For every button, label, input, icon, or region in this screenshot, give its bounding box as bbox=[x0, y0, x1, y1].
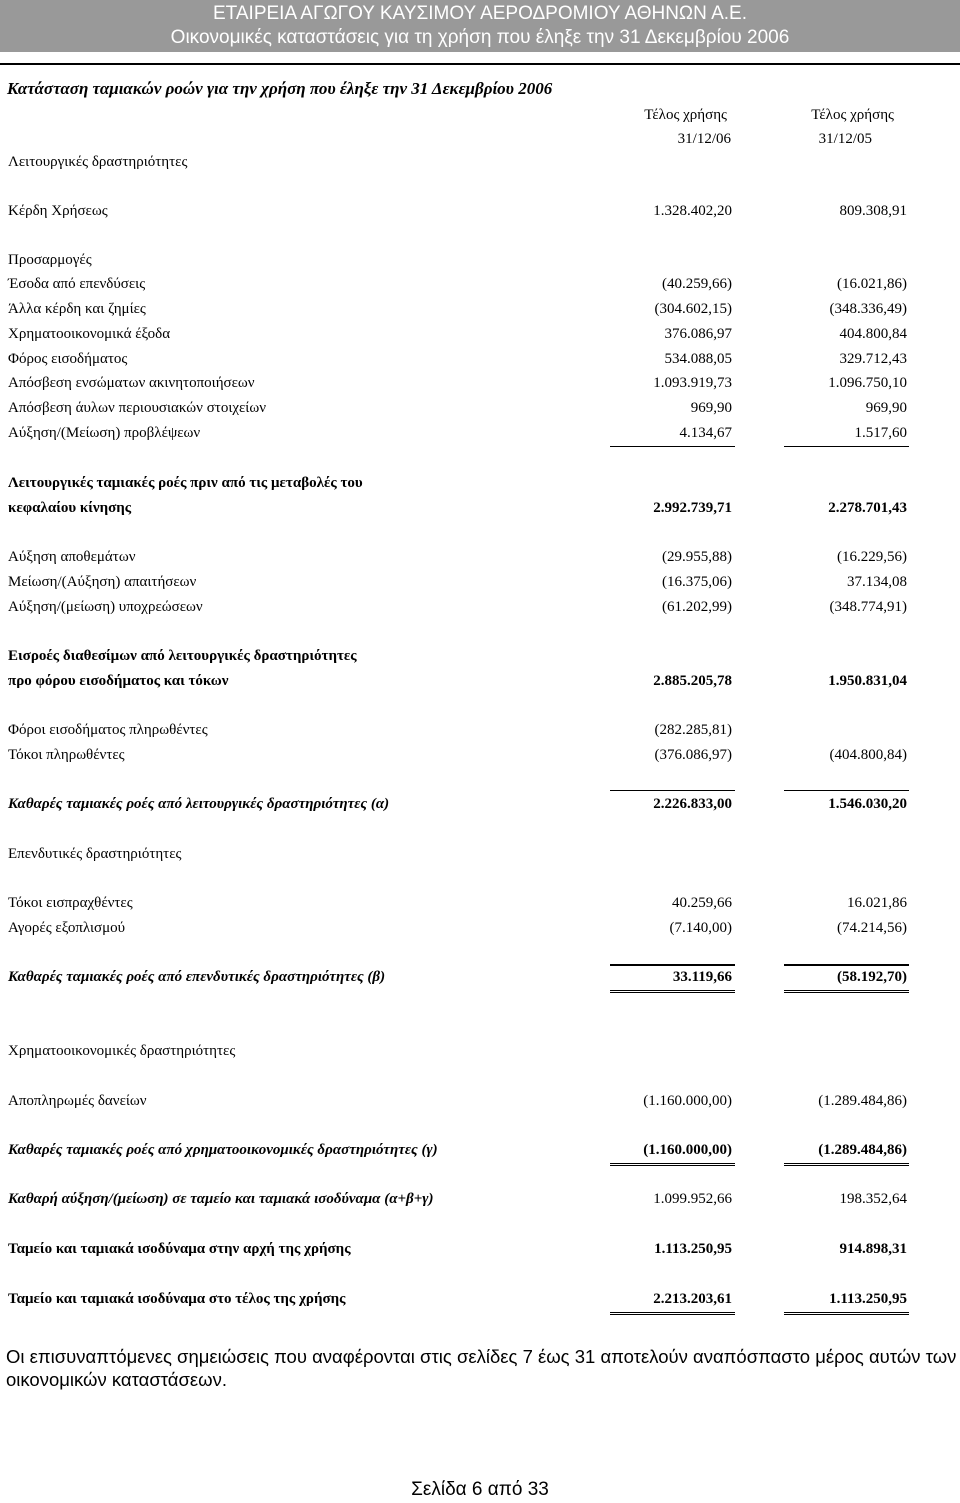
row-value-2005: 1.950.831,04 bbox=[828, 673, 907, 689]
row-value-2005: (348.336,49) bbox=[829, 301, 907, 317]
statement-row bbox=[0, 920, 960, 944]
row-label: Ταμείο και ταμιακά ισοδύναμα στην αρχή της χρήσης bbox=[8, 1241, 351, 1257]
row-label: Τόκοι πληρωθέντες bbox=[8, 747, 125, 763]
row-value-2006: (16.375,06) bbox=[662, 574, 732, 590]
row-label: Καθαρές ταμιακές ροές από λειτουργικές δραστηριότητες (α) bbox=[8, 796, 390, 812]
row-value-2006: 2.885.205,78 bbox=[653, 673, 732, 689]
footnote: Οι επισυναπτόμενες σημειώσεις που αναφέρονται στις σελίδες 7 έως 31 αποτελούν αναπόσπαστο μέρος αυτών των οικονομικών καταστάσεων. bbox=[6, 1346, 957, 1390]
statement-row bbox=[0, 599, 960, 623]
page-number: Σελίδα 6 από 33 bbox=[411, 1479, 549, 1500]
row-label: προ φόρου εισοδήματος και τόκων bbox=[8, 673, 229, 689]
row-value-2006: 33.119,66 bbox=[672, 969, 732, 985]
row-label: Κέρδη Χρήσεως bbox=[8, 203, 108, 219]
row-label: Καθαρές ταμιακές ροές από επενδυτικές δραστηριότητες (β) bbox=[8, 969, 386, 985]
double-rule bbox=[784, 1163, 909, 1166]
row-label: Επενδυτικές δραστηριότητες bbox=[8, 846, 182, 862]
statement-row bbox=[0, 301, 960, 325]
total-rule bbox=[784, 964, 909, 966]
row-label: κεφαλαίου κίνησης bbox=[8, 500, 132, 516]
row-value-2005: 969,90 bbox=[865, 400, 907, 416]
row-value-2006: 4.134,67 bbox=[679, 425, 732, 441]
row-label: Τόκοι εισπραχθέντες bbox=[8, 895, 133, 911]
statement-row bbox=[0, 648, 960, 672]
row-label: Καθαρή αύξηση/(μείωση) σε ταμείο και ταμιακά ισοδύναμα (α+β+γ) bbox=[8, 1191, 434, 1207]
statement-row bbox=[0, 1241, 960, 1265]
statement-row bbox=[0, 500, 960, 524]
statement-title: Κατάσταση ταμιακών ροών για την χρήση που έληξε την 31 Δεκεμβρίου 2006 bbox=[7, 79, 553, 98]
row-value-2006: 1.099.952,66 bbox=[653, 1191, 732, 1207]
statement-row bbox=[0, 574, 960, 598]
row-label: Λειτουργικές δραστηριότητες bbox=[8, 154, 188, 170]
row-label: Φόρος εισοδήματος bbox=[8, 351, 128, 367]
row-label: Εισροές διαθεσίμων από λειτουργικές δραστηριότητες bbox=[8, 648, 357, 664]
row-value-2005: 1.517,60 bbox=[854, 425, 907, 441]
row-label: Προσαρμογές bbox=[8, 252, 92, 268]
row-label: Αύξηση/(μείωση) υποχρεώσεων bbox=[8, 599, 203, 615]
row-value-2005: (16.229,56) bbox=[837, 549, 907, 565]
row-value-2006: (7.140,00) bbox=[669, 920, 732, 936]
col2-label: Τέλος χρήσης bbox=[811, 107, 894, 123]
row-value-2005: (1.289.484,86) bbox=[818, 1093, 907, 1109]
row-value-2005: (58.192,70) bbox=[837, 969, 907, 985]
row-label: Αποπληρωμές δανείων bbox=[8, 1093, 147, 1109]
row-value-2005: (404.800,84) bbox=[829, 747, 907, 763]
row-label: Αγορές εξοπλισμού bbox=[8, 920, 126, 936]
col1-date: 31/12/06 bbox=[677, 131, 731, 147]
row-value-2005: 329.712,43 bbox=[839, 351, 907, 367]
row-value-2006: 1.113.250,95 bbox=[654, 1241, 732, 1257]
row-value-2006: 2.213.203,61 bbox=[653, 1291, 732, 1307]
statement-row bbox=[0, 722, 960, 746]
row-label: Αύξηση αποθεμάτων bbox=[8, 549, 136, 565]
row-value-2006: (1.160.000,00) bbox=[643, 1142, 732, 1158]
row-value-2006: (304.602,15) bbox=[654, 301, 732, 317]
statement-row bbox=[0, 673, 960, 697]
row-value-2006: (1.160.000,00) bbox=[643, 1093, 732, 1109]
row-value-2006: 534.088,05 bbox=[664, 351, 732, 367]
statement-row bbox=[0, 895, 960, 919]
statement-row bbox=[0, 1043, 960, 1067]
col2-date: 31/12/05 bbox=[818, 131, 872, 147]
row-label: Χρηματοοικονομικές δραστηριότητες bbox=[8, 1043, 236, 1059]
row-value-2006: (282.285,81) bbox=[654, 722, 732, 738]
row-label: Απόσβεση άυλων περιουσιακών στοιχείων bbox=[8, 400, 266, 416]
double-rule bbox=[610, 990, 735, 993]
statement-row bbox=[0, 351, 960, 375]
row-label: Χρηματοοικονομικά έξοδα bbox=[8, 326, 171, 342]
row-value-2005: 404.800,84 bbox=[839, 326, 907, 342]
row-value-2006: (61.202,99) bbox=[662, 599, 732, 615]
statement-row bbox=[0, 400, 960, 424]
row-value-2005: 914.898,31 bbox=[839, 1241, 907, 1257]
row-value-2005: 1.546.030,20 bbox=[828, 796, 907, 812]
statement-row bbox=[0, 475, 960, 499]
row-value-2005: (16.021,86) bbox=[837, 276, 907, 292]
row-value-2005: (348.774,91) bbox=[829, 599, 907, 615]
subtotal-rule bbox=[610, 446, 735, 447]
row-value-2006: 1.328.402,20 bbox=[653, 203, 732, 219]
row-value-2006: 969,90 bbox=[690, 400, 732, 416]
row-value-2005: 2.278.701,43 bbox=[828, 500, 907, 516]
row-value-2005: 1.113.250,95 bbox=[829, 1291, 907, 1307]
row-value-2006: (29.955,88) bbox=[662, 549, 732, 565]
row-label: Καθαρές ταμιακές ροές από χρηματοοικονομικές δραστηριότητες (γ) bbox=[8, 1142, 438, 1158]
company-name: ΕΤΑΙΡΕΙΑ ΑΓΩΓΟΥ ΚΑΥΣΙΜΟΥ ΑΕΡΟΔΡΟΜΙΟΥ ΑΘΗΝΩΝ Α.Ε. bbox=[213, 3, 747, 24]
double-rule bbox=[610, 1163, 735, 1166]
document-header bbox=[0, 0, 960, 52]
row-value-2006: 2.226.833,00 bbox=[653, 796, 732, 812]
statement-row bbox=[0, 252, 960, 276]
row-value-2005: 37.134,08 bbox=[847, 574, 907, 590]
statement-row bbox=[0, 846, 960, 870]
statement-row bbox=[0, 203, 960, 227]
header-divider bbox=[0, 63, 960, 65]
statement-row bbox=[0, 326, 960, 350]
statement-row bbox=[0, 1191, 960, 1215]
row-value-2006: 2.992.739,71 bbox=[653, 500, 732, 516]
row-value-2006: 1.093.919,73 bbox=[653, 375, 732, 391]
row-value-2005: 1.096.750,10 bbox=[828, 375, 907, 391]
row-label: Λειτουργικές ταμιακές ροές πριν από τις μεταβολές του bbox=[8, 475, 363, 491]
statement-row bbox=[0, 1093, 960, 1117]
col1-label: Τέλος χρήσης bbox=[644, 107, 727, 123]
row-value-2005: (1.289.484,86) bbox=[818, 1142, 907, 1158]
row-value-2006: (376.086,97) bbox=[654, 747, 732, 763]
double-rule bbox=[610, 1312, 735, 1315]
statement-row bbox=[0, 276, 960, 300]
row-label: Άλλα κέρδη και ζημίες bbox=[8, 301, 146, 317]
row-label: Απόσβεση ενσώματων ακινητοποιήσεων bbox=[8, 375, 255, 391]
row-value-2005: 16.021,86 bbox=[847, 895, 907, 911]
total-rule bbox=[610, 964, 735, 966]
total-rule bbox=[610, 790, 735, 791]
subtotal-rule bbox=[784, 446, 909, 447]
row-label: Αύξηση/(Μείωση) προβλέψεων bbox=[8, 425, 201, 441]
statement-row bbox=[0, 747, 960, 771]
row-value-2006: (40.259,66) bbox=[662, 276, 732, 292]
row-value-2006: 40.259,66 bbox=[672, 895, 732, 911]
double-rule bbox=[784, 990, 909, 993]
statement-row bbox=[0, 549, 960, 573]
row-value-2005: (74.214,56) bbox=[837, 920, 907, 936]
row-label: Έσοδα από επενδύσεις bbox=[8, 276, 146, 292]
document-subtitle: Οικονομικές καταστάσεις για τη χρήση που έληξε την 31 Δεκεμβρίου 2006 bbox=[170, 27, 790, 48]
statement-row bbox=[0, 375, 960, 399]
row-label: Ταμείο και ταμιακά ισοδύναμα στο τέλος της χρήσης bbox=[8, 1291, 346, 1307]
row-label: Μείωση/(Αύξηση) απαιτήσεων bbox=[8, 574, 197, 590]
row-label: Φόροι εισοδήματος πληρωθέντες bbox=[8, 722, 208, 738]
statement-row bbox=[0, 796, 960, 820]
total-rule bbox=[784, 790, 909, 791]
row-value-2006: 376.086,97 bbox=[664, 326, 732, 342]
row-value-2005: 198.352,64 bbox=[839, 1191, 907, 1207]
row-value-2005: 809.308,91 bbox=[839, 203, 907, 219]
statement-row bbox=[0, 154, 960, 178]
double-rule bbox=[784, 1312, 909, 1315]
